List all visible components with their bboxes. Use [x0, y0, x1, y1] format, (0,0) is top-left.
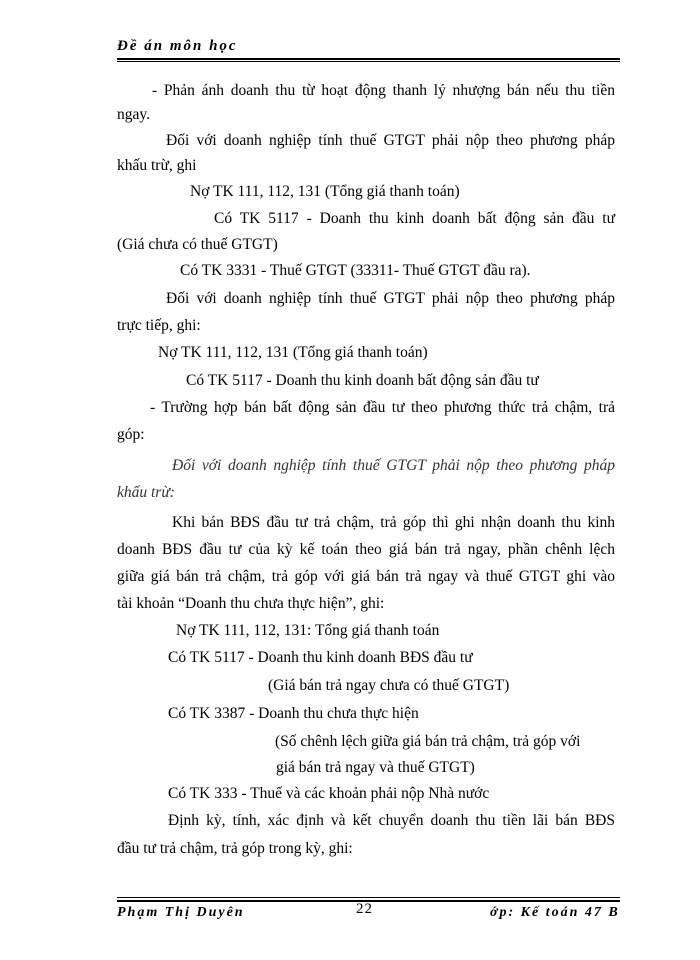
body-line-19: giữa giá bán trả chậm, trả góp với giá bán trả ngay và thuế GTGT ghi vào: [117, 568, 615, 585]
body-line-17: Khi bán BĐS đầu tư trả chậm, trả góp thì ghi nhận doanh thu kinh: [172, 514, 615, 531]
body-line-26: giá bán trả ngay và thuế GTGT): [276, 759, 475, 776]
body-line-23: (Giá bán trả ngay chưa có thuế GTGT): [268, 677, 510, 694]
body-line-20: tài khoản “Doanh thu chưa thực hiện”, ghi:: [117, 595, 385, 612]
body-line-25: (Số chênh lệch giữa giá bán trả chậm, trả góp với: [275, 733, 581, 750]
body-line-3: Đối với doanh nghiệp tính thuế GTGT phải nộp theo phương pháp: [166, 132, 615, 149]
body-line-22: Có TK 5117 - Doanh thu kinh doanh BĐS đầu tư: [168, 649, 473, 666]
body-line-16-italic: khấu trừ:: [117, 484, 175, 501]
body-line-24: Có TK 3387 - Doanh thu chưa thực hiện: [168, 705, 419, 722]
body-line-21: Nợ TK 111, 112, 131: Tổng giá thanh toán: [176, 622, 440, 639]
body-line-14: góp:: [117, 426, 145, 443]
body-line-6: Có TK 5117 - Doanh thu kinh doanh bất động sản đầu tư: [214, 210, 615, 227]
body-line-29: đầu tư trả chậm, trả góp trong kỳ, ghi:: [117, 840, 353, 857]
body-line-13: - Trường hợp bán bất động sản đầu tư theo phương thức trả chậm, trả: [150, 399, 615, 416]
body-line-1: - Phản ánh doanh thu từ hoạt động thanh lý nhượng bán nếu thu tiền: [152, 82, 615, 99]
body-line-7: (Giá chưa có thuế GTGT): [117, 236, 278, 253]
footer-class: ớp: Kế toán 47 B: [490, 905, 620, 920]
document-header-title: Đề án môn học: [117, 38, 238, 54]
page-number: 22: [356, 901, 373, 917]
body-line-10: trực tiếp, ghi:: [117, 317, 201, 334]
body-line-2: ngay.: [117, 106, 150, 123]
body-line-15-italic: Đối với doanh nghiệp tính thuế GTGT phải nộp theo phương pháp: [172, 457, 615, 474]
body-line-27: Có TK 333 - Thuế và các khoản phải nộp Nhà nước: [168, 785, 490, 802]
body-line-11: Nợ TK 111, 112, 131 (Tổng giá thanh toán): [158, 344, 428, 361]
footer-author: Phạm Thị Duyên: [117, 905, 245, 920]
header-rule: [117, 58, 620, 60]
body-line-4: khấu trừ, ghi: [117, 157, 197, 174]
body-line-28: Định kỳ, tính, xác định và kết chuyển doanh thu tiền lãi bán BĐS: [168, 812, 615, 829]
body-line-18: doanh BĐS đầu tư của kỳ kế toán theo giá bán trả ngay, phần chênh lệch: [117, 541, 615, 558]
body-line-8: Có TK 3331 - Thuế GTGT (33311- Thuế GTGT đầu ra).: [180, 262, 531, 279]
body-line-5: Nợ TK 111, 112, 131 (Tổng giá thanh toán): [190, 183, 460, 200]
footer-rule-thin: [117, 897, 620, 898]
body-line-9: Đối với doanh nghiệp tính thuế GTGT phải nộp theo phương pháp: [166, 290, 615, 307]
header-rule-thin: [117, 61, 620, 62]
body-line-12: Có TK 5117 - Doanh thu kinh doanh bất động sản đầu tư: [186, 372, 539, 389]
